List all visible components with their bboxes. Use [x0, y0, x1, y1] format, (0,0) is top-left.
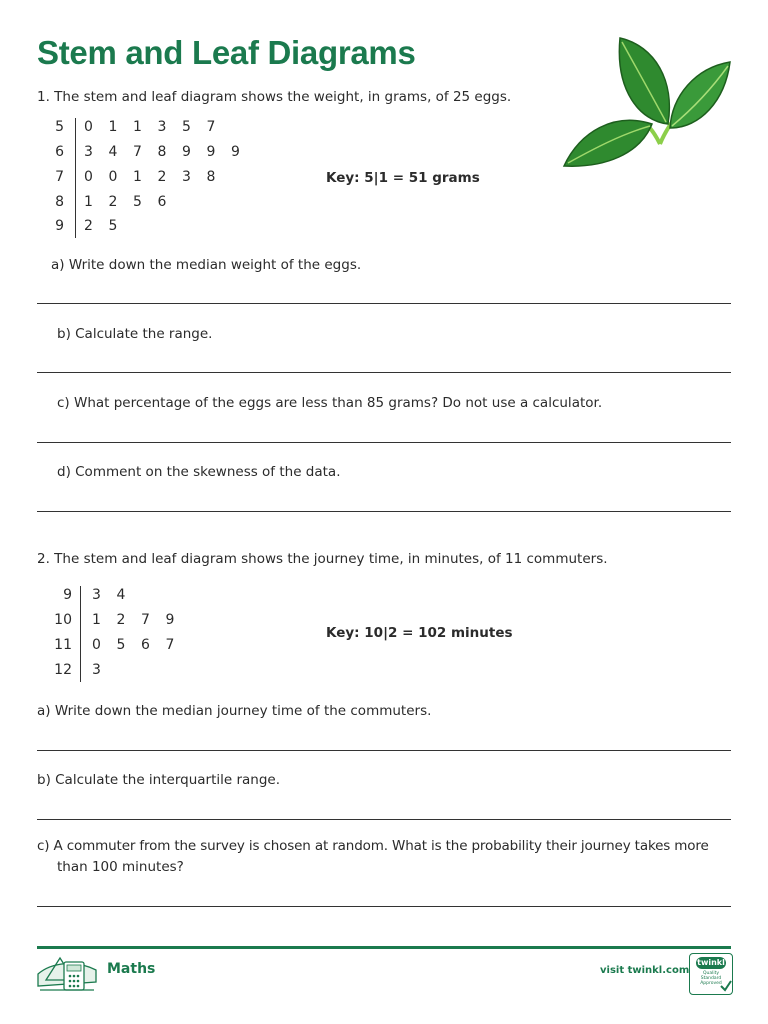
q1-leaves-row-3	[84, 169, 231, 185]
visit-twinkl-link[interactable]: visit twinkl.com	[600, 965, 690, 976]
leaf: 5	[133, 194, 142, 210]
maths-equipment-icon	[36, 952, 98, 994]
answer-line	[37, 511, 731, 512]
q1-leaves-row-4	[84, 194, 182, 210]
leaf: 2	[157, 169, 167, 185]
q1-part-b: b) Calculate the range.	[57, 326, 213, 342]
q2-stem-4: 12	[54, 662, 72, 678]
leaf: 3	[84, 144, 93, 160]
q1-stem-4: 8	[55, 194, 64, 210]
q2-stem-1: 9	[63, 587, 72, 603]
q1-part-d: d) Comment on the skewness of the data.	[57, 464, 341, 480]
question-1-prompt: 1. The stem and leaf diagram shows the weight, in grams, of 25 eggs.	[37, 89, 512, 105]
q1-leaves-row-1	[84, 119, 231, 135]
answer-line	[37, 819, 731, 820]
basil-leaves-illustration	[560, 36, 740, 170]
leaf: 5	[182, 119, 191, 135]
q1-part-c: c) What percentage of the eggs are less than 85 grams? Do not use a calculator.	[57, 395, 603, 411]
q1-leaves-row-5	[84, 218, 133, 234]
answer-line	[37, 906, 731, 907]
leaf: 7	[141, 612, 150, 628]
leaf: 4	[108, 144, 118, 160]
leaf: 0	[84, 169, 93, 185]
leaf: 4	[116, 587, 126, 603]
check-icon	[720, 980, 732, 992]
leaf: 6	[141, 637, 150, 653]
leaf: 5	[108, 218, 118, 234]
q1-stem-divider	[75, 118, 76, 238]
leaf: 7	[133, 144, 142, 160]
badge-text: Quality Standard Approved	[700, 971, 722, 986]
answer-line	[37, 372, 731, 373]
leaf: 2	[84, 218, 93, 234]
leaf: 3	[182, 169, 191, 185]
answer-line	[37, 750, 731, 751]
q2-part-b: b) Calculate the interquartile range.	[37, 772, 281, 788]
leaf: 7	[206, 119, 216, 135]
q1-stem-5: 9	[55, 218, 64, 234]
q2-part-c-continued: than 100 minutes?	[57, 859, 184, 875]
page-title: Stem and Leaf Diagrams	[37, 34, 416, 71]
q2-key: Key: 10|2 = 102 minutes	[326, 625, 513, 641]
leaf: 9	[206, 144, 216, 160]
twinkl-quality-badge-icon	[689, 953, 733, 995]
leaf: 7	[165, 637, 175, 653]
leaf: 9	[182, 144, 191, 160]
leaf: 5	[116, 637, 126, 653]
q1-stem-2: 6	[55, 144, 64, 160]
q1-leaves-row-2	[84, 144, 256, 160]
q2-leaves-row-1	[92, 587, 141, 603]
leaf: 0	[84, 119, 93, 135]
q2-part-c: c) A commuter from the survey is chosen at random. What is the probability their journey takes more	[37, 838, 709, 854]
leaf: 1	[108, 119, 118, 135]
leaf: 1	[84, 194, 93, 210]
badge-brand: twinkl	[697, 958, 725, 967]
question-2-prompt: 2. The stem and leaf diagram shows the journey time, in minutes, of 11 commuters.	[37, 551, 608, 567]
answer-line	[37, 442, 731, 443]
leaf: 1	[133, 169, 142, 185]
leaf: 3	[157, 119, 167, 135]
q2-leaves-row-4	[92, 662, 117, 678]
q2-leaves-row-2	[92, 612, 190, 628]
leaf: 3	[92, 587, 101, 603]
q1-stem-1: 5	[55, 119, 64, 135]
q1-stem-3: 7	[55, 169, 64, 185]
leaf: 2	[108, 194, 118, 210]
subject-label: Maths	[107, 961, 156, 977]
leaf: 9	[165, 612, 175, 628]
leaf: 8	[157, 144, 167, 160]
leaf: 3	[92, 662, 101, 678]
leaf: 1	[92, 612, 101, 628]
q2-stem-divider	[80, 586, 81, 682]
leaf: 0	[108, 169, 118, 185]
q1-key: Key: 5|1 = 51 grams	[326, 170, 480, 186]
answer-line	[37, 303, 731, 304]
q2-stem-3: 11	[54, 637, 72, 653]
footer-rule	[37, 946, 731, 949]
leaf: 1	[133, 119, 142, 135]
q2-stem-2: 10	[54, 612, 72, 628]
q1-part-a: a) Write down the median weight of the eggs.	[51, 257, 362, 273]
q2-leaves-row-3	[92, 637, 190, 653]
leaf: 0	[92, 637, 101, 653]
leaf: 8	[206, 169, 216, 185]
leaf: 6	[157, 194, 167, 210]
leaf: 2	[116, 612, 126, 628]
leaf: 9	[231, 144, 240, 160]
q2-part-a: a) Write down the median journey time of the commuters.	[37, 703, 432, 719]
